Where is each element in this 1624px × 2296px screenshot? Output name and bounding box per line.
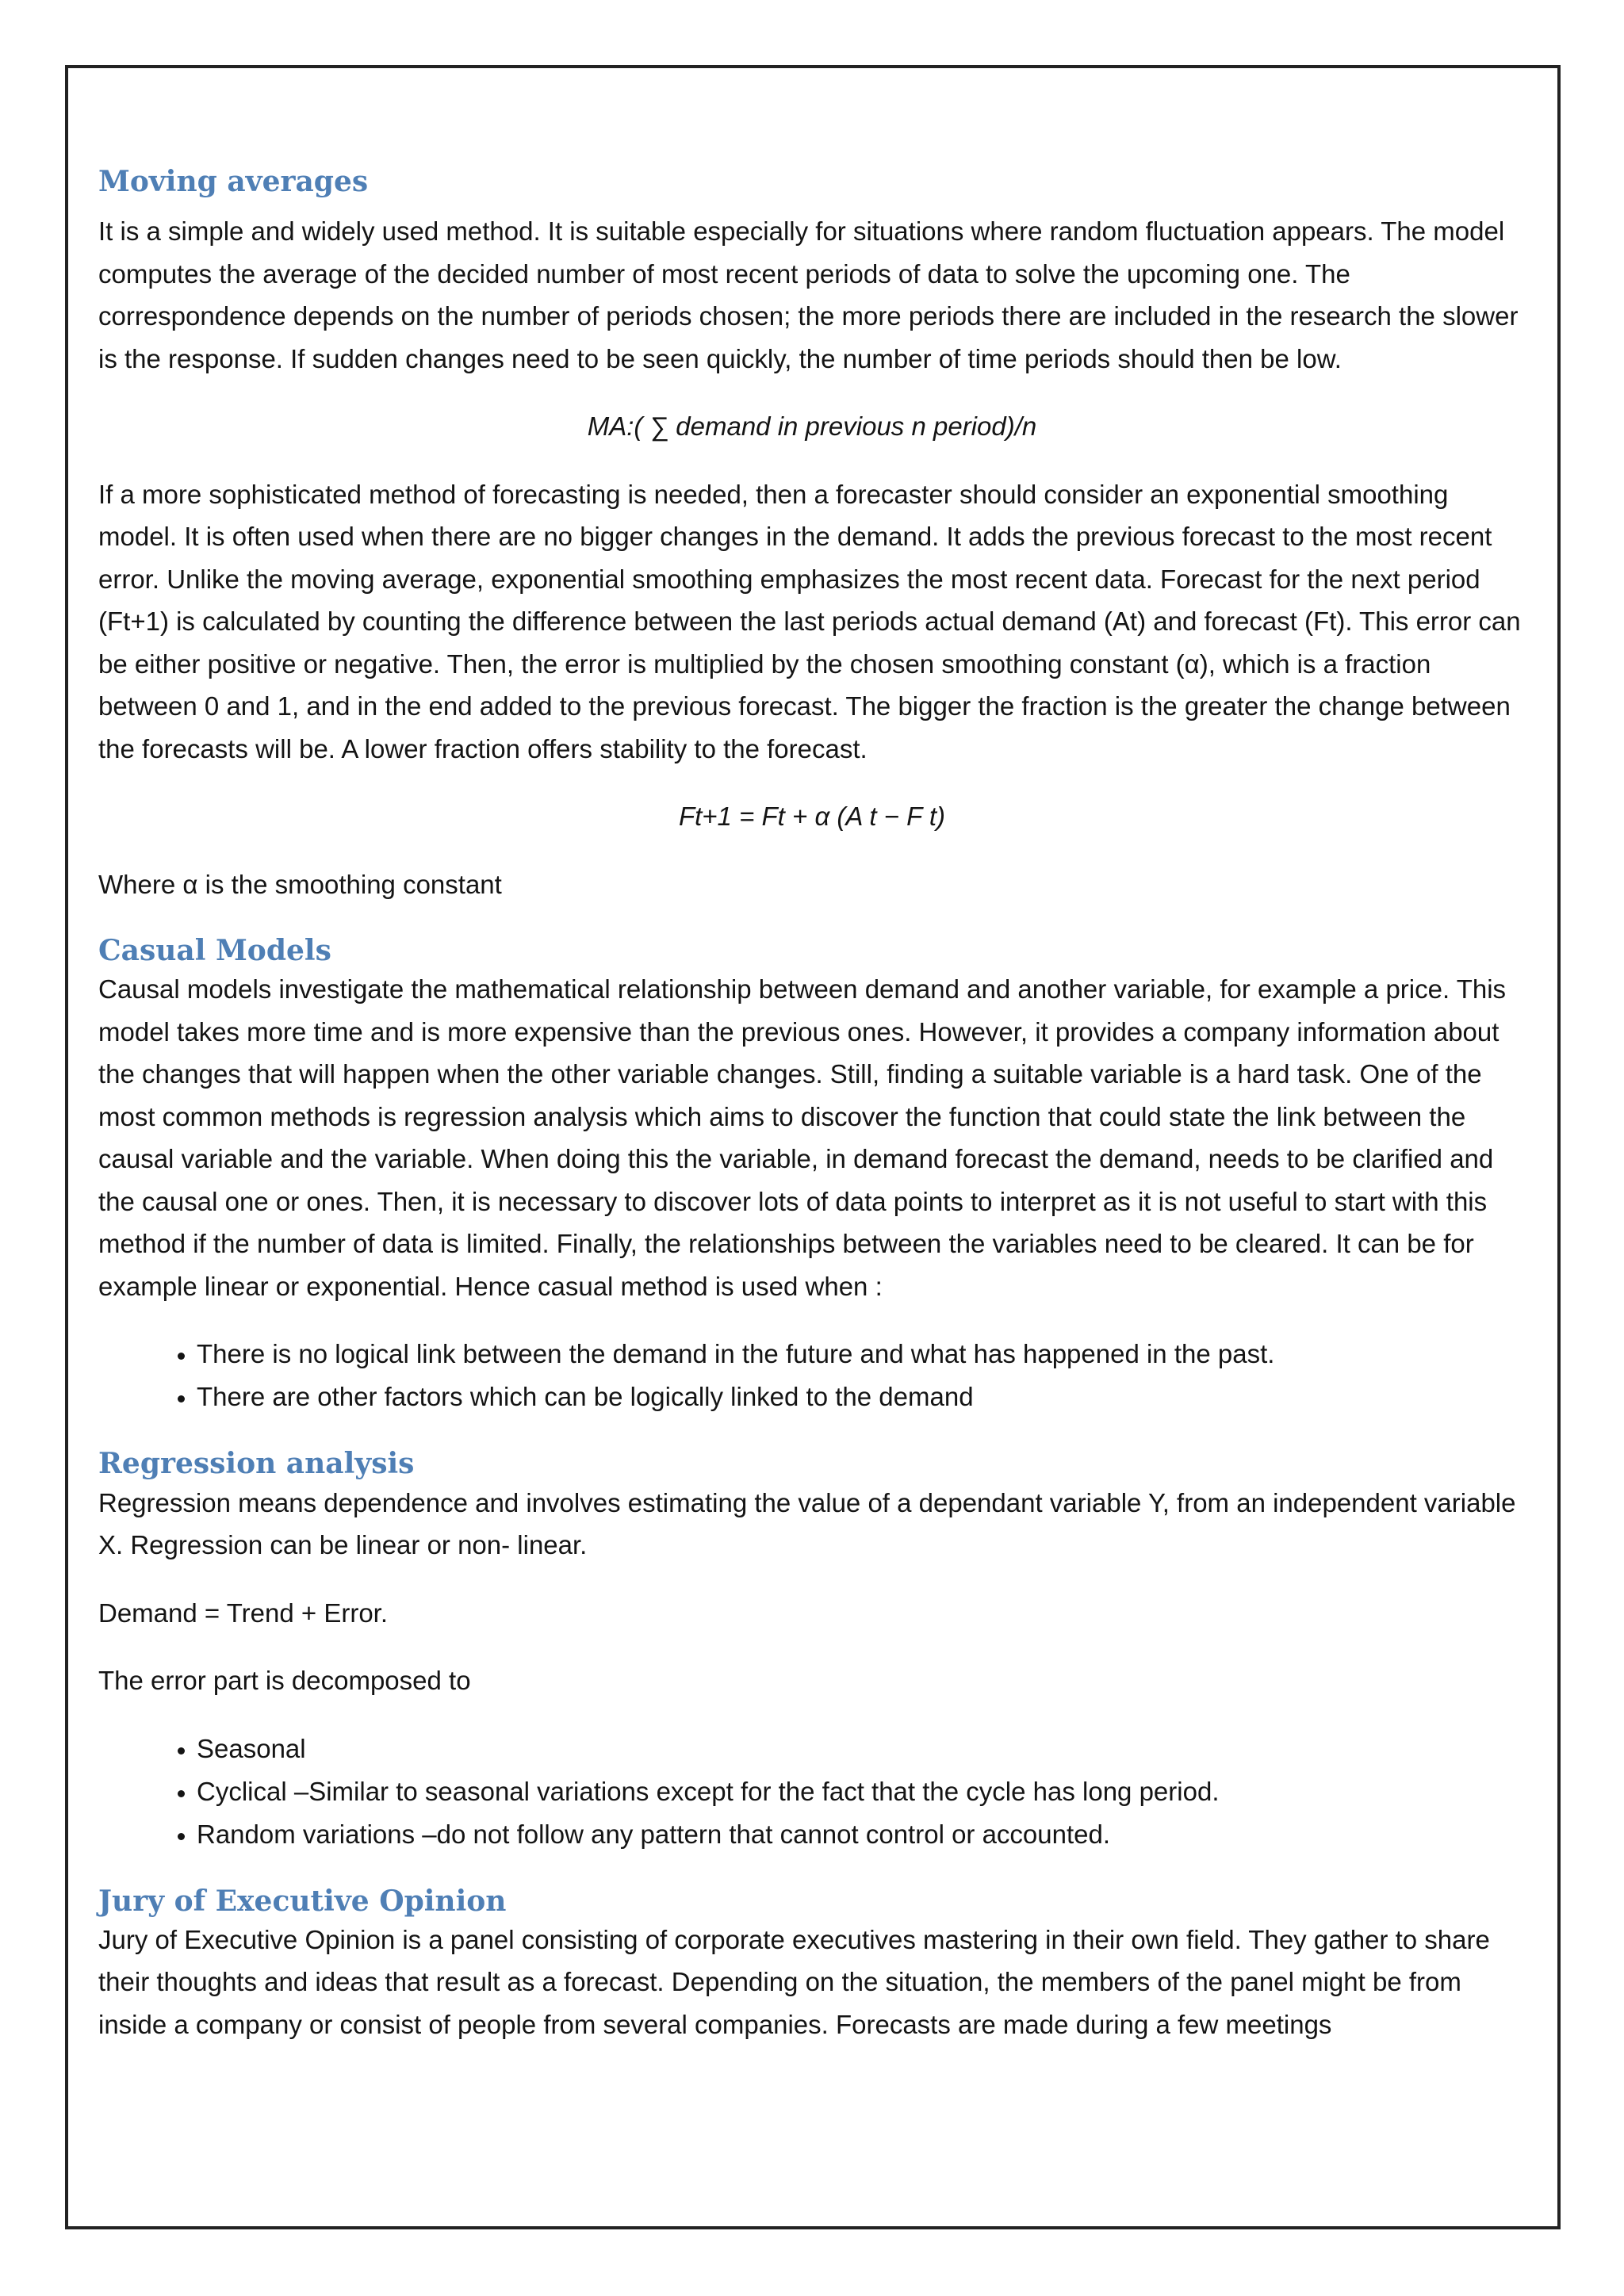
document-body [98,165,1526,2045]
formula-moving-average: MA:( ∑ demand in previous n period)/n [587,411,1037,442]
heading-regression-analysis: Regression analysis [98,1447,415,1481]
list-item: • Random variations –do not follow any pattern that cannot control or accounted. [197,1813,1526,1856]
paragraph-moving-averages-intro: It is a simple and widely used method. It is suitable especially for situations where random fluctuation appears. The model computes the average of the decided number of most recent periods of data to solve the upcoming one. The correspondence depends on the number of periods chosen; the more periods there are included in the research the slower is the response. If sudden changes need to be seen quickly, the number of time periods should then be low. [98,216,1519,373]
heading-casual-models: Casual Models [98,934,331,968]
list-item: • Cyclical –Similar to seasonal variations except for the fact that the cycle has long period. [197,1770,1526,1813]
list-casual-conditions [98,1333,1526,1418]
heading-jury-executive-opinion: Jury of Executive Opinion [98,1884,507,1918]
paragraph-smoothing-constant: Where α is the smoothing constant [98,869,502,899]
list-item: • There are other factors which can be logically linked to the demand [197,1376,1526,1418]
paragraph-jury-executive-opinion: Jury of Executive Opinion is a panel consisting of corporate executives mastering in their own field. They gather to share their thoughts and ideas that result as a forecast. Depending on the situation, the members of the panel might be from inside a company or consist of people from several companies. Forecasts are made during a few meetings [98,1924,1490,2039]
list-error-components [98,1728,1526,1856]
heading-moving-averages: Moving averages [98,165,369,198]
paragraph-casual-models: Causal models investigate the mathematical relationship between demand and another variable, for example a price. This model takes more time and is more expensive than the previous ones. However, it provides a company information about the changes that will happen when the other variable changes. Still, finding a suitable variable is a hard task. One of the most common methods is regression analysis which aims to discover the function that could state the link between the causal variable and the variable. When doing this the variable, in demand forecast the demand, needs to be clarified and the causal one or ones. Then, it is necessary to discover lots of data points to interpret as it is not useful to start with this method if the number of data is limited. Finally, the relationships between the variables need to be cleared. It can be for example linear or exponential. Hence casual method is used when : [98,974,1507,1301]
paragraph-exponential-smoothing: If a more sophisticated method of forecasting is needed, then a forecaster should consider an exponential smoothing model. It is often used when there are no bigger changes in the demand. It adds the previous forecast to the most recent error. Unlike the moving average, exponential smoothing emphasizes the most recent data. Forecast for the next period (Ft+1) is calculated by counting the difference between the last periods actual demand (At) and forecast (Ft). This error can be either positive or negative. Then, the error is multiplied by the chosen smoothing constant (α), which is a fraction between 0 and 1, and in the end added to the previous forecast. The bigger the fraction is the greater the change between the forecasts will be. A lower fraction offers stability to the forecast. [98,479,1521,763]
list-item: • There is no logical link between the demand in the future and what has happened in the past. [197,1333,1526,1376]
list-item: • Seasonal [197,1728,1526,1770]
paragraph-error-decomposition: The error part is decomposed to [98,1666,471,1696]
paragraph-demand-equation: Demand = Trend + Error. [98,1598,389,1628]
formula-exponential-smoothing: Ft+1 = Ft + α (A t − F t) [678,802,946,832]
paragraph-regression-definition: Regression means dependence and involves estimating the value of a dependant variable Y, from an independent variable X. Regression can be linear or non- linear. [98,1487,1516,1560]
